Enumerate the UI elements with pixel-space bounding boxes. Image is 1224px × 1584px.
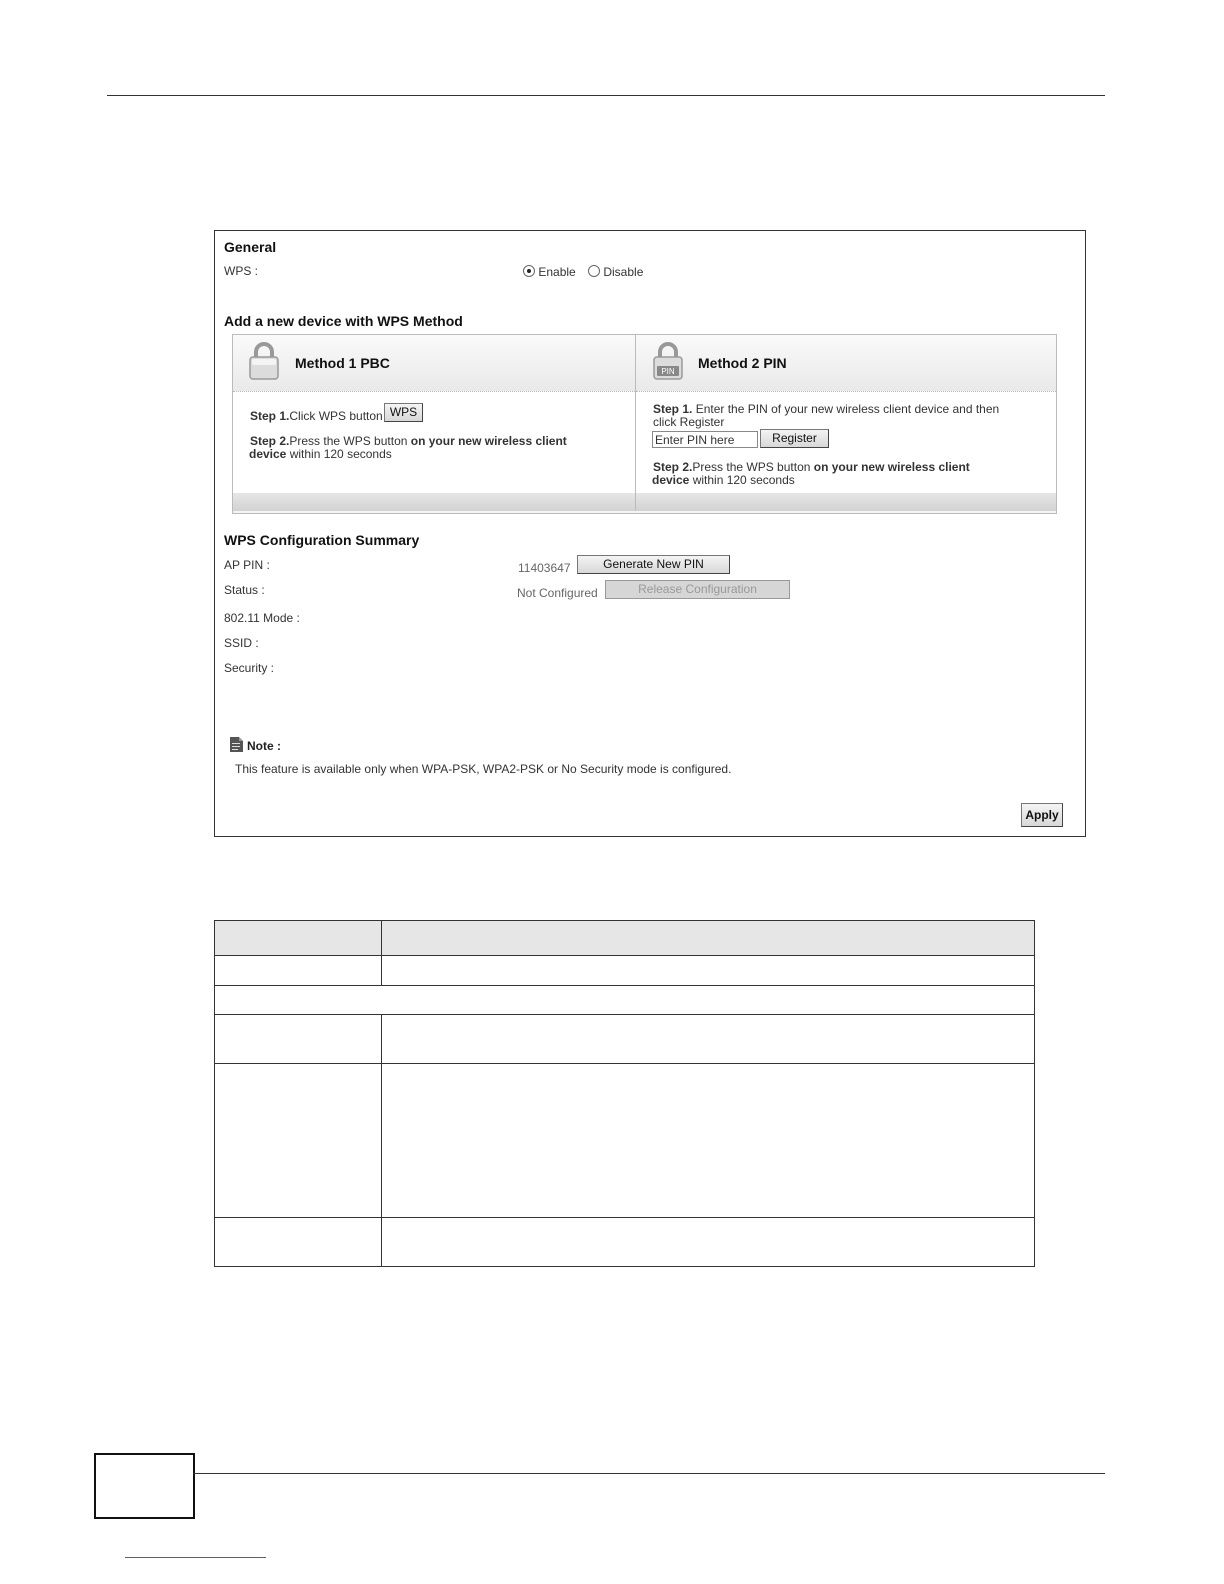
wps-enable-option[interactable] — [523, 265, 576, 279]
method2-step2-line2: device within 120 seconds — [652, 473, 795, 487]
description-table — [214, 920, 1035, 1267]
method1-step2-line1: Step 2.Press the WPS button on your new wireless client — [250, 434, 567, 448]
table-row — [215, 986, 1035, 1015]
table-row — [215, 1218, 1035, 1267]
lock-pin-icon — [652, 341, 684, 381]
header-rule — [107, 95, 1105, 96]
method1-step2-line2: device within 120 seconds — [249, 447, 392, 461]
footer-link-underline[interactable] — [125, 1557, 266, 1558]
method1-panel — [233, 335, 636, 511]
table-cell — [382, 956, 1035, 986]
method-box — [232, 334, 1057, 514]
method2-header — [636, 335, 1056, 392]
note-title: Note : — [247, 739, 281, 753]
ap-pin-label: AP PIN : — [224, 558, 270, 572]
status-label: Status : — [224, 583, 265, 597]
table-header-cell — [215, 921, 382, 956]
disable-radio[interactable] — [588, 265, 600, 277]
wps-disable-option[interactable] — [588, 265, 643, 279]
method2-step1-line2: click Register — [653, 415, 725, 429]
enable-radio[interactable] — [523, 265, 535, 277]
security-label: Security : — [224, 661, 275, 675]
summary-title: WPS Configuration Summary — [224, 532, 420, 548]
table-cell — [215, 1064, 382, 1218]
table-cell — [215, 986, 1035, 1015]
note-icon — [230, 737, 243, 752]
enable-label: Enable — [538, 265, 576, 279]
footer-rule — [193, 1473, 1105, 1474]
table-cell — [382, 1218, 1035, 1267]
method1-footer — [233, 493, 635, 511]
method2-panel — [636, 335, 1056, 511]
wps-button[interactable]: WPS — [384, 403, 423, 422]
apply-button[interactable]: Apply — [1021, 803, 1063, 827]
method2-step1-line1: Step 1. Enter the PIN of your new wireless client device and then — [653, 402, 1000, 416]
add-device-title: Add a new device with WPS Method — [224, 313, 463, 329]
wps-screen — [214, 230, 1086, 837]
table-cell — [215, 956, 382, 986]
status-value: Not Configured — [517, 586, 598, 600]
disable-label: Disable — [603, 265, 644, 279]
table-header-cell — [382, 921, 1035, 956]
mode-label: 802.11 Mode : — [224, 611, 300, 625]
table-row — [215, 956, 1035, 986]
method2-footer — [636, 493, 1056, 511]
method1-step1: Step 1.Click WPS button — [250, 409, 383, 423]
table-cell — [215, 1015, 382, 1064]
method1-title: Method 1 PBC — [295, 355, 390, 371]
note-text: This feature is available only when WPA-PSK, WPA2-PSK or No Security mode is configured. — [235, 762, 732, 776]
method2-step2-line1: Step 2.Press the WPS button on your new wireless client — [653, 460, 970, 474]
table-row — [215, 1015, 1035, 1064]
table-header-row — [215, 921, 1035, 956]
pin-badge: PIN — [661, 367, 675, 376]
method1-header — [233, 335, 635, 392]
method2-title: Method 2 PIN — [698, 355, 787, 371]
ap-pin-value: 11403647 — [518, 561, 571, 575]
table-row — [215, 1064, 1035, 1218]
page-number-box — [94, 1453, 195, 1519]
generate-pin-button[interactable]: Generate New PIN — [577, 555, 730, 574]
lock-icon — [248, 341, 280, 381]
wps-label: WPS : — [224, 264, 259, 278]
table-cell — [382, 1064, 1035, 1218]
register-button[interactable]: Register — [760, 429, 829, 448]
table-cell — [215, 1218, 382, 1267]
ssid-label: SSID : — [224, 636, 259, 650]
table-cell — [382, 1015, 1035, 1064]
general-title: General — [224, 239, 277, 255]
release-config-button[interactable]: Release Configuration — [605, 580, 790, 599]
pin-input[interactable]: Enter PIN here — [652, 431, 758, 448]
